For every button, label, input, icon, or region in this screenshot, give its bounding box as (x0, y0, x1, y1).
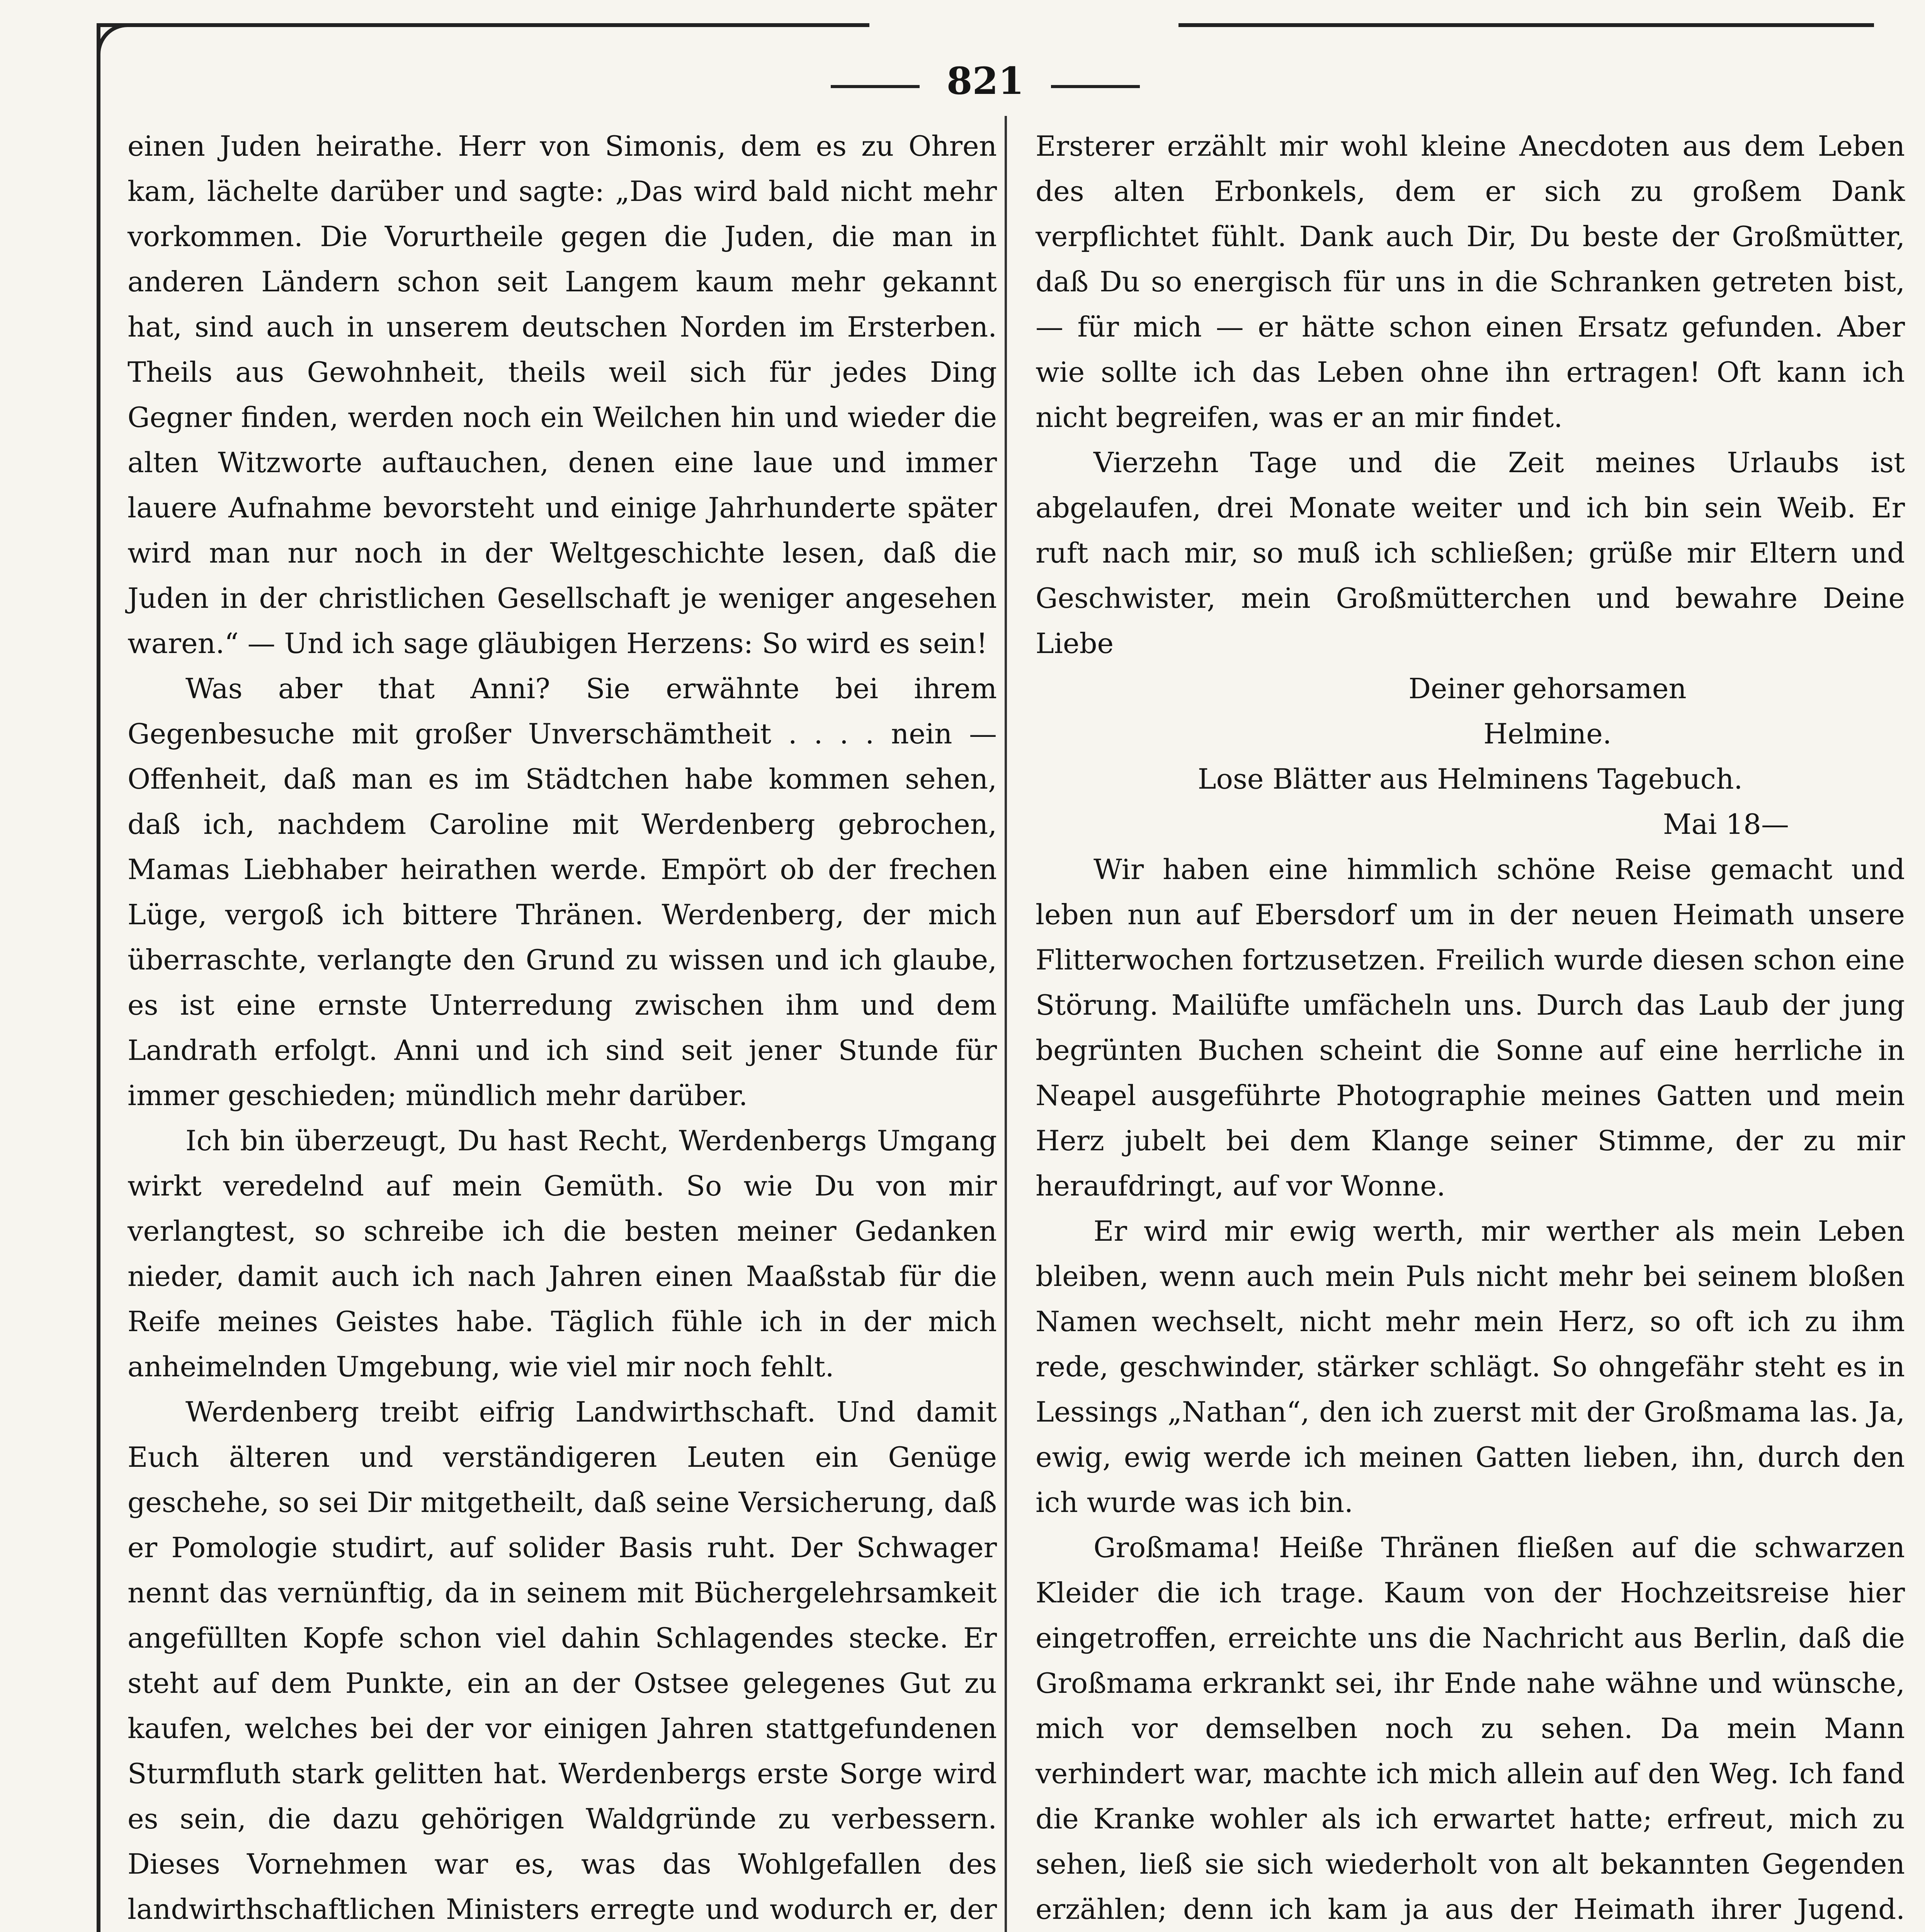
paragraph: Großmama! Heiße Thränen fließen auf die schwarzen Kleider die ich trage. Kaum von der Hochzeitsreise hier eingetroffen, erreichte uns die Nachricht aus Berlin, daß die Großmama erkrankt sei, ihr Ende nahe wähne und wünsche, mich vor demselben noch zu sehen. Da mein Mann verhindert war, machte ich mich allein auf den Weg. Ich fand die Kranke wohler als ich erwartet hatte; erfreut, mich zu sehen, ließ sie sich wiederholt von alt bekannten Gegenden erzählen; denn ich kam ja aus der Heimath ihrer Jugend. (1036, 1531, 1905, 1925)
paragraph: Er wird mir ewig werth, mir werther als mein Leben bleiben, wenn auch mein Puls nicht mehr bei seinem bloßen Namen wechselt, nicht mehr mein Herz, so oft ich zu ihm rede, geschwinder, stärker schlägt. So ohngefähr steht es in Lessings „Nathan“, den ich zuerst mit der Großmama las. Ja, ewig, ewig werde ich meinen Gatten lieben, ihn, durch den ich wurde was ich bin. (1036, 1215, 1905, 1519)
header-rule-left (831, 85, 920, 88)
section-title: Lose Blätter aus Helminens Tagebuch. (1197, 763, 1743, 795)
paragraph: Vierzehn Tage und die Zeit meines Urlaubs ist abgelaufen, drei Monate weiter und ich bin sein Weib. Er ruft nach mir, so muß ich schließen; grüße mir Eltern und Geschwister, mein Großmütterchen und bewahre Deine Liebe (1036, 446, 1905, 660)
frame-rule-top-left (97, 23, 869, 27)
column-divider (1005, 116, 1007, 1932)
paragraph-continued: Ersterer erzählt mir wohl kleine Anecdoten aus dem Leben des alten Erbonkels, dem er sich zu großem Dank verpflichtet fühlt. Dank auch Dir, Du beste der Großmütter, daß Du so energisch für uns in die Schranken getreten bist, — für mich — er hätte schon einen Ersatz gefunden. Aber wie sollte ich das Leben ohne ihn ertragen! Oft kann ich nicht begreifen, was er an mir findet. (1036, 130, 1905, 434)
letter-signature: Helmine. (1483, 718, 1612, 750)
header-rule-right (1051, 85, 1140, 88)
paragraph-continued: einen Juden heirathe. Herr von Simonis, dem es zu Ohren kam, lächelte darüber und sagte: „Das wird bald nicht mehr vorkommen. Die Vorurtheile gegen die Juden, die man in anderen Ländern schon seit Langem kaum mehr gekannt hat, sind auch in unserem deutschen Norden im Ersterben. Theils aus Gewohnheit, theils weil sich für jedes Ding Gegner finden, werden noch ein Weilchen hin und wieder die alten Witzworte auftauchen, denen eine laue und immer lauere Aufnahme bevorsteht und einige Jahrhunderte später wird man nur noch in der Weltgeschichte lesen, daß die Juden in der christlichen Gesellschaft je weniger angesehen waren.“ — Und ich sage gläubigen Herzens: So wird es sein! (128, 130, 997, 660)
paragraph: Ich bin überzeugt, Du hast Recht, Werdenbergs Umgang wirkt veredelnd auf mein Gemüth. So wie Du von mir verlangtest, so schreibe ich die besten meiner Gedanken nieder, damit auch ich nach Jahren einen Maaßstab für die Reife meines Geistes habe. Täglich fühle ich in der mich anheimelnden Umgebung, wie viel mir noch fehlt. (128, 1124, 997, 1383)
paragraph: Was aber that Anni? Sie erwähnte bei ihrem Gegenbesuche mit großer Unverschämtheit . . . . nein — Offenheit, daß man es im Städtchen habe kommen sehen, daß ich, nachdem Caroline mit Werdenberg gebrochen, Mamas Liebhaber heirathen werde. Empört ob der frechen Lüge, vergoß ich bittere Thränen. Werdenberg, der mich überraschte, verlangte den Grund zu wissen und ich glaube, es ist eine ernste Unterredung zwischen ihm und dem Landrath erfolgt. Anni und ich sind seit jener Stunde für immer geschieden; mündlich mehr darüber. (128, 672, 997, 1112)
page-header (831, 58, 1140, 104)
paragraph: Werdenberg treibt eifrig Landwirthschaft. Und damit Euch älteren und verständigeren Leuten ein Genüge geschehe, so sei Dir mitgetheilt, daß seine Versicherung, daß er Pomologie studirt, auf solider Basis ruht. Der Schwager nennt das vernünftig, da in seinem mit Büchergelehrsamkeit angefüllten Kopfe schon viel dahin Schlagendes stecke. Er steht auf dem Punkte, ein an der Ostsee gelegenes Gut zu kaufen, welches bei der vor einigen Jahren stattgefundenen Sturmfluth stark gelitten hat. Werdenbergs erste Sorge wird es sein, die dazu gehörigen Waldgründe zu verbessern. Dieses Vornehmen war es, was das Wohlgefallen des landwirthschaftlichen Ministers erregte und wodurch er, der (128, 1396, 997, 1925)
paragraph: Wir haben eine himmlich schöne Reise gemacht und leben nun auf Ebersdorf um in der neuen Heimath unsere Flitterwochen fortzusetzen. Freilich wurde diesen schon eine Störung. Mailüfte umfächeln uns. Durch das Laub der jung begrünten Buchen scheint die Sonne auf eine herrliche in Neapel ausgeführte Photographie meines Gatten und mein Herz jubelt bei dem Klange seiner Stimme, der zu mir heraufdringt, auf vor Wonne. (1036, 853, 1905, 1202)
right-column (1036, 124, 1905, 1932)
frame-rule-left (97, 27, 100, 1932)
diary-date: Mai 18— (1663, 808, 1789, 840)
letter-closing: Deiner gehorsamen (1408, 672, 1687, 705)
left-column (128, 124, 997, 1932)
frame-corner-top-left (97, 23, 143, 70)
frame-rule-top-right (1178, 23, 1874, 27)
page-number: 821 (946, 59, 1024, 103)
